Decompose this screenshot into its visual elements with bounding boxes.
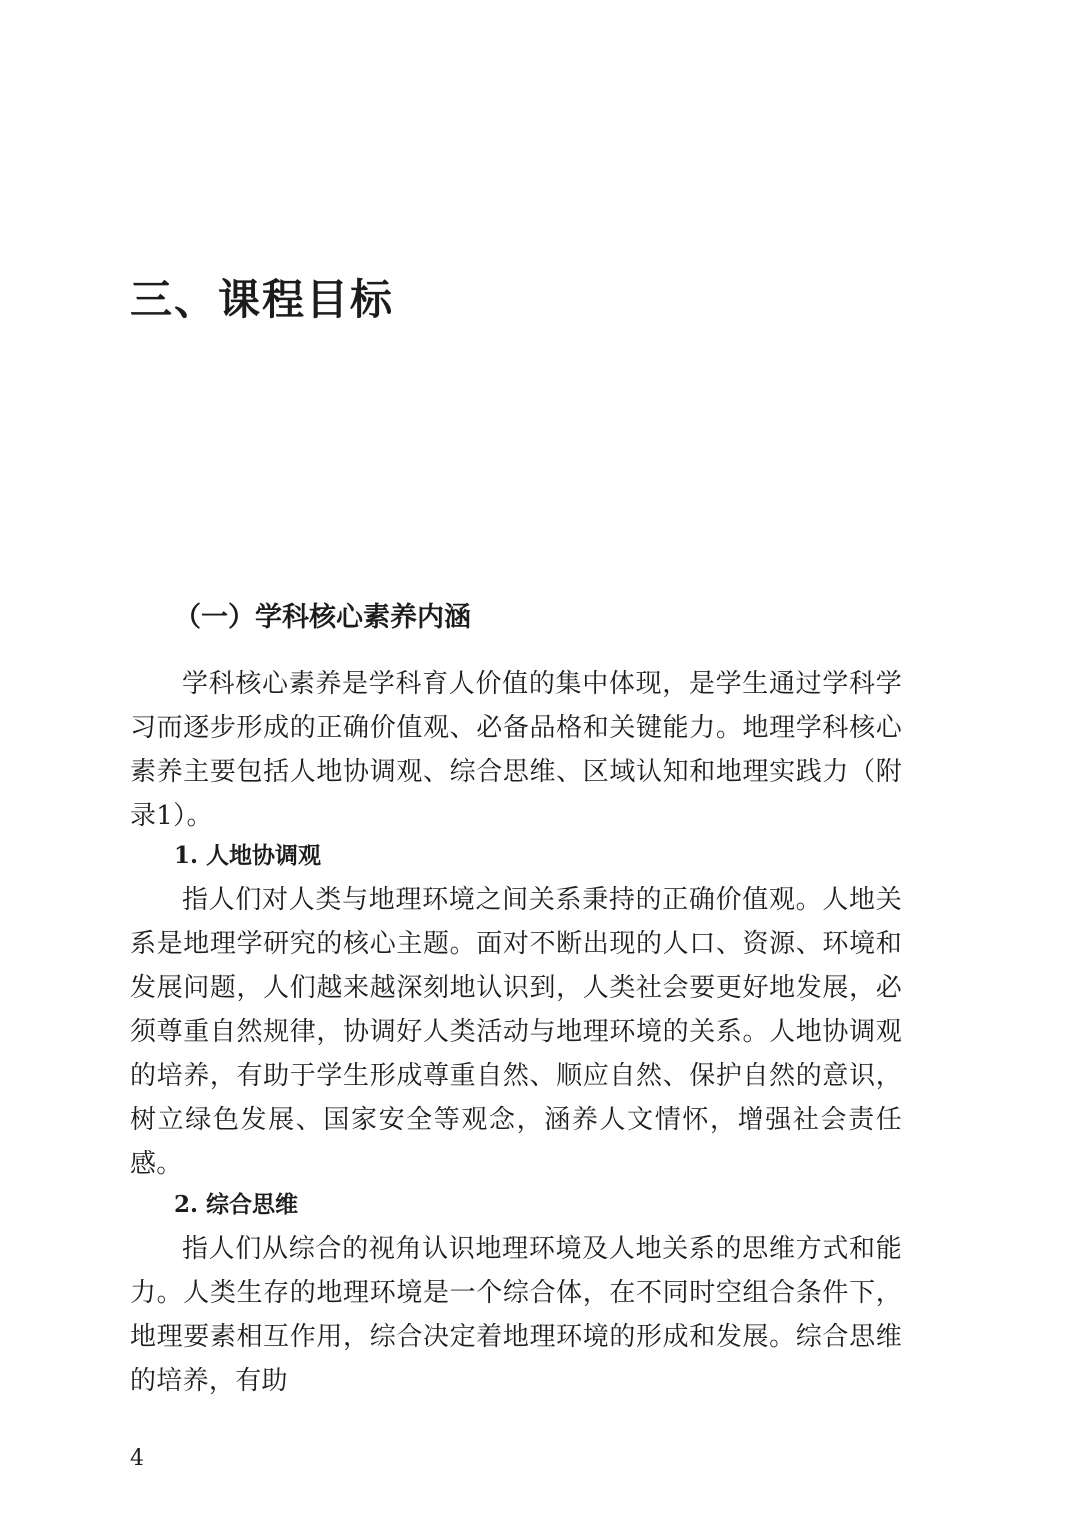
page-number: 4 [130, 1446, 144, 1471]
subsection-title-comprehensive-thinking: 2. 综合思维 [174, 1191, 299, 1218]
chapter-title: 三、课程目标 [130, 275, 395, 324]
subsection-paragraph-human-earth-coordination: 指人们对人类与地理环境之间关系秉持的正确价值观。人地关系是地理学研究的核心主题。面对不断出现的人口、资源、环境和发展问题，人们越来越深刻地认识到，人类社会要更好地发展，必须尊重自然规律，协调好人类活动与地理环境的关系。人地协调观的培养，有助于学生形成尊重自然、顺应自然、保护自然的意识，树立绿色发展、国家安全等观念，涵养人文情怀，增强社会责任感。 [130, 885, 902, 1179]
subsection-title-human-earth-coordination: 1. 人地协调观 [174, 842, 322, 869]
subsection-paragraph-comprehensive-thinking: 指人们从综合的视角认识地理环境及人地关系的思维方式和能力。人类生存的地理环境是一个综合体，在不同时空组合条件下，地理要素相互作用，综合决定着地理环境的形成和发展。综合思维的培养，有助 [130, 1234, 902, 1396]
section-intro-paragraph: 学科核心素养是学科育人价值的集中体现，是学生通过学科学习而逐步形成的正确价值观、必备品格和关键能力。地理学科核心素养主要包括人地协调观、综合思维、区域认知和地理实践力（附录1）。 [130, 669, 902, 831]
section-title: （一）学科核心素养内涵 [174, 602, 471, 633]
